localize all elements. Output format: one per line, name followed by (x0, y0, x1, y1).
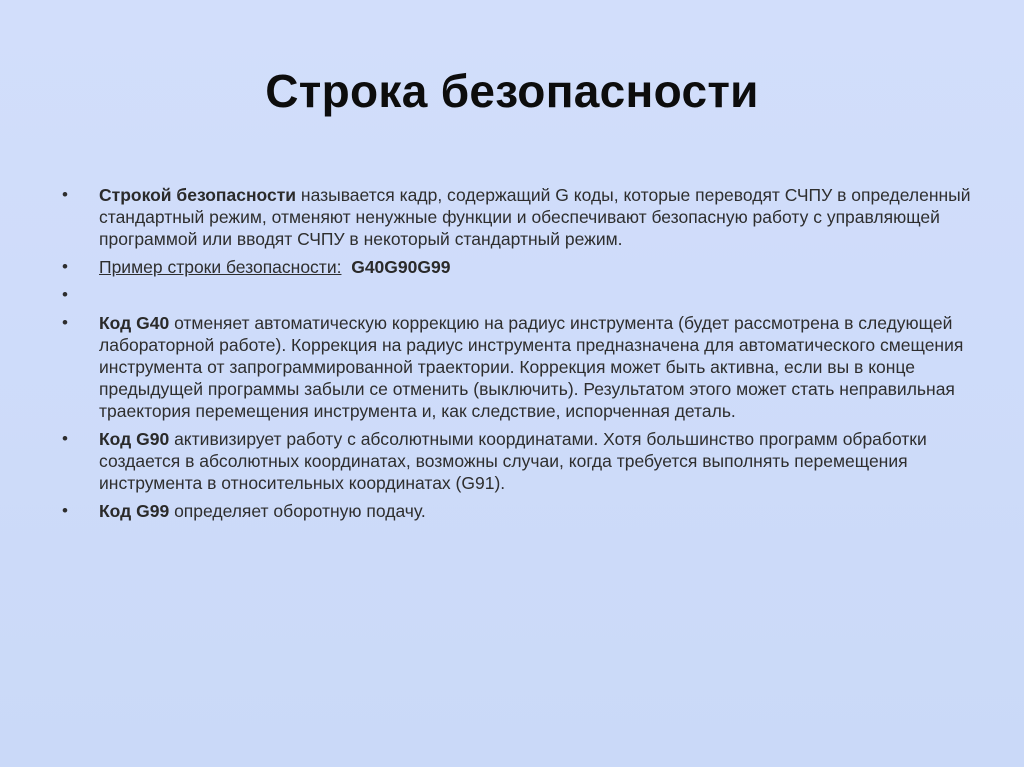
term-text: называется кадр, содержащий G коды, которые переводят СЧПУ в определенный стандартный режим, отменяют ненужные функции и обеспечивают безопасную работу с управляющей программой или вводят СЧПУ в некоторый стандартный режим. (99, 185, 971, 249)
example-value: G40G90G99 (351, 257, 451, 277)
bullet-icon: • (62, 501, 68, 520)
bullet-icon: • (62, 257, 68, 276)
bullet-icon: • (62, 185, 68, 204)
code-g99-lead: Код G99 (99, 501, 170, 521)
list-item-g40 (62, 312, 977, 422)
bullet-icon: • (62, 429, 68, 448)
list-item-example (62, 256, 977, 278)
code-g90-text: активизирует работу с абсолютными координатами. Хотя большинство программ обработки создается в абсолютных координатах, возможны случаи, когда требуется выполнять перемещения инструмента в относительных координатах (G91). (99, 429, 927, 493)
slide-title: Строка безопасности (265, 65, 759, 117)
bullet-icon: • (62, 285, 68, 304)
example-label: Пример строки безопасности: (99, 257, 342, 277)
code-g40-text: отменяет автоматическую коррекцию на радиус инструмента (будет рассмотрена в следующей лабораторной работе). Коррекция на радиус инструмента предназначена для автоматического смещения инструмента от запрограммированной траектории. Коррекция может быть активна, если вы в конце предыдущей программы забыли се отменить (выключить). Результатом этого может стать неправильная траектория перемещения инструмента и, как следствие, испорченная деталь. (99, 313, 964, 421)
code-g99-text: определяет оборотную подачу. (169, 501, 426, 521)
code-g40-lead: Код G40 (99, 313, 170, 333)
list-item-g90 (62, 428, 977, 494)
term-lead: Строкой безопасности (99, 185, 297, 205)
bullet-icon: • (62, 313, 68, 332)
list-item-empty (62, 284, 977, 306)
list-item-g99 (62, 500, 977, 522)
bullet-list (62, 184, 977, 528)
code-g90-lead: Код G90 (99, 429, 170, 449)
list-item-definition (62, 184, 977, 250)
